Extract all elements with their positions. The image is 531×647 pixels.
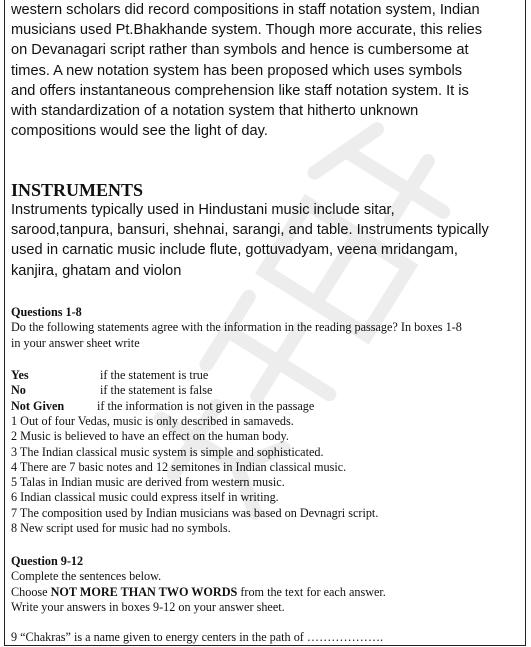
legend-key: Yes <box>11 368 29 382</box>
questions-1-8-heading: Questions 1-8 <box>11 305 82 319</box>
legend-row-not-given <box>11 399 523 414</box>
legend-meaning: if the information is not given in the passage <box>97 398 315 413</box>
instruction-line: in your answer sheet write <box>11 335 140 350</box>
legend-row-no <box>11 383 523 398</box>
text-line: used in carnatic music include flute, gottuvadyam, veena mridangam, <box>11 242 458 259</box>
text-line: Instruments typically used in Hindustani music include sitar, <box>11 202 395 218</box>
list-item: 8 New script used for music had no symbols. <box>11 521 231 536</box>
legend-row-yes <box>11 368 523 383</box>
text-line: on Devanagari script rather than symbols and hence is cumbersome at <box>11 42 469 59</box>
list-item: 6 Indian classical music could express itself in writing. <box>11 490 279 505</box>
instruction-line <box>11 585 523 600</box>
instruments-heading: INSTRUMENTS <box>11 180 144 200</box>
instruction-text: from the text for each answer. <box>237 584 386 599</box>
list-item: 5 Talas in Indian music are derived from western music. <box>11 475 285 490</box>
questions-1-8-block <box>11 305 523 351</box>
list-item: 4 There are 7 basic notes and 12 semitones in Indian classical music. <box>11 459 347 474</box>
legend-meaning: if the statement is false <box>100 383 213 398</box>
instruments-paragraph <box>11 200 523 281</box>
questions-9-12-block <box>11 554 523 615</box>
text-line: times. A new notation system has been proposed which uses symbols <box>11 62 463 79</box>
text-line: western scholars did record compositions in staff notation system, Indian <box>11 2 480 18</box>
intro-paragraph <box>11 0 523 141</box>
instruction-line: Write your answers in boxes 9-12 on your answer sheet. <box>11 599 285 614</box>
word-limit: NOT MORE THAN TWO WORDS <box>50 584 238 599</box>
text-line: with standardization of a notation system that hitherto unknown <box>11 103 419 120</box>
list-item: 1 Out of four Vedas, music is only described in samaveds. <box>11 414 294 428</box>
answer-legend <box>11 368 523 414</box>
text-line: and offers instantaneous comprehension like staff notation system. It is <box>11 82 469 99</box>
legend-key: Not Given <box>11 398 65 413</box>
legend-key: No <box>11 383 26 398</box>
text-line: kanjira, ghatam and violon <box>11 262 182 279</box>
list-item: 3 The Indian classical music system is simple and sophisticated. <box>11 444 324 459</box>
statement-list <box>11 414 523 536</box>
document-page <box>4 0 526 646</box>
text-line: sarood,tanpura, bansuri, shehnai, sarangi, and table. Instruments typically <box>11 222 489 239</box>
list-item: 2 Music is believed to have an effect on the human body. <box>11 429 289 444</box>
instruction-text: Choose <box>11 584 51 599</box>
question-9: 9 “Chakras” is a name given to energy centers in the path of ………………. <box>11 630 384 644</box>
list-item: 7 The composition used by Indian musicians was based on Devnagri script. <box>11 505 379 520</box>
questions-9-12-heading: Question 9-12 <box>11 554 84 568</box>
instruction-line: Do the following statements agree with the information in the reading passage? In boxes 1-8 <box>11 320 462 335</box>
text-line: compositions would see the light of day. <box>11 123 268 140</box>
legend-meaning: if the statement is true <box>100 368 209 382</box>
instruction-line: Complete the sentences below. <box>11 569 162 584</box>
text-line: musicians used Pt.Bhakhande system. Though more accurate, this relies <box>11 22 483 39</box>
